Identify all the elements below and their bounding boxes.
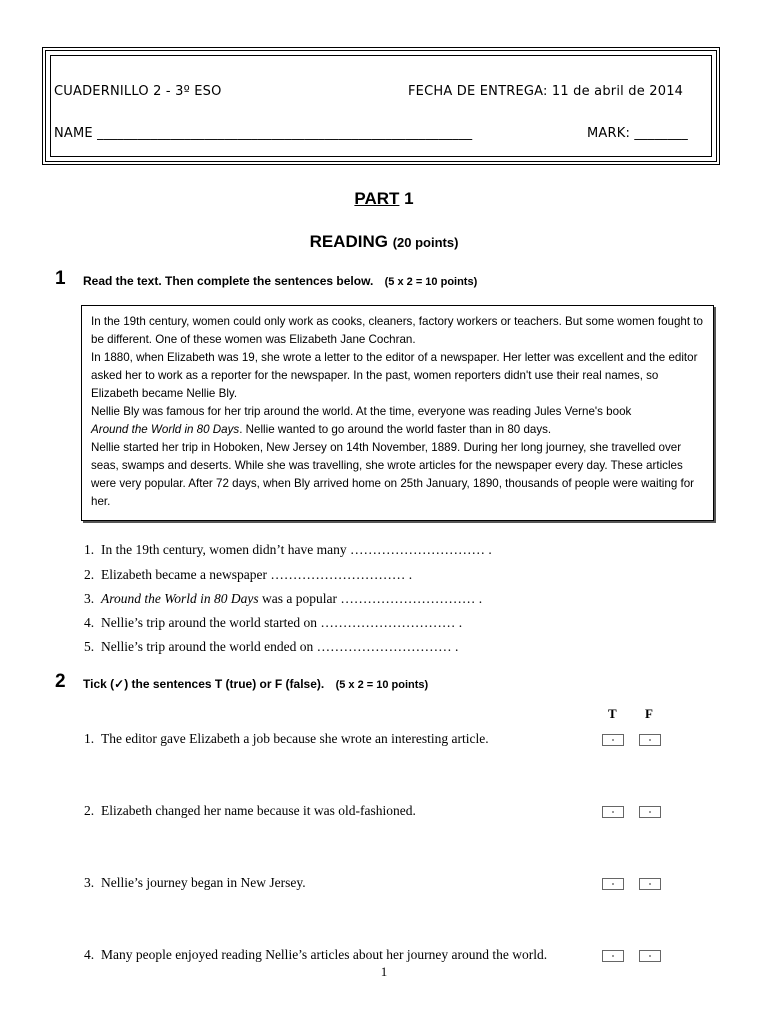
sentence-text: Nellie’s trip around the world started on [101,615,317,630]
tf-statement-4 [84,947,547,963]
part-title [0,189,768,209]
part-label: PART [354,189,400,208]
answer-blank[interactable]: ………………………… . [336,591,483,606]
course-label: CUADERNILLO 2 - 3º ESO [54,84,222,99]
sentence-text: Nellie’s trip around the world ended on [101,639,314,654]
reading-title [0,232,768,252]
book-title: Around the World in 80 Days [91,423,240,436]
column-false-header: F [645,706,653,721]
reading-points: (20 points) [392,235,459,250]
tf-statement-3 [84,875,306,891]
tf-statement-1 [84,731,489,747]
exercise-1-instruction-text: Read the text. Then complete the sentences below. [83,274,374,288]
sentence-number: 1. [84,542,95,557]
reading-passage [81,305,714,521]
passage-paragraph: Nellie started her trip in Hoboken, New Jersey on 14th November, 1889. During her long journey, she travelled over seas, swamps and deserts. While she was travelling, she wrote articles for the newspaper every day. These articles were very popular. After 72 days, when Bly arrived home on 25th January, 1890, thousands of people were waiting for her. [91,441,695,508]
completion-sentence-5 [84,639,458,655]
exercise-1-number: 1 [55,268,66,289]
answer-blank[interactable]: ………………………… . [346,542,492,557]
book-title: Around the World in 80 Days [101,591,259,606]
true-checkbox[interactable] [602,878,624,890]
true-checkbox[interactable] [602,734,624,746]
statement-text: Elizabeth changed her name because it was old-fashioned. [101,803,416,818]
sentence-text: Elizabeth became a newspaper [101,567,268,582]
statement-number: 2. [84,803,95,818]
name-field-line: NAME ________________________________________________________ [54,126,473,141]
completion-sentence-4 [84,615,462,631]
false-checkbox[interactable] [639,878,661,890]
statement-number: 3. [84,875,95,890]
false-checkbox[interactable] [639,806,661,818]
completion-sentence-1 [84,542,492,558]
completion-sentence-2 [84,567,412,583]
passage-paragraph: In 1880, when Elizabeth was 19, she wrote a letter to the editor of a newspaper. Her letter was excellent and the editor asked her to work as a reporter for the newspaper. In the past, women reporters didn't use their real names, so Elizabeth became Nellie Bly. [91,351,698,400]
statement-text: The editor gave Elizabeth a job because she wrote an interesting article. [101,731,489,746]
sentence-text: In the 19th century, women didn’t have many [101,542,347,557]
answer-blank[interactable]: ………………………… . [313,639,459,654]
passage-paragraph [91,403,704,439]
false-checkbox[interactable] [639,734,661,746]
instruction-text: Tick ( [83,677,115,691]
exercise-2-points: (5 x 2 = 10 points) [335,679,429,691]
header-box [42,47,720,165]
passage-text: . Nellie wanted to go around the world faster than in 80 days. [239,423,552,436]
statement-text: Nellie’s journey began in New Jersey. [101,875,306,890]
tf-statement-2 [84,803,416,819]
exercise-1-points: (5 x 2 = 10 points) [384,276,478,288]
statement-text: Many people enjoyed reading Nellie’s articles about her journey around the world. [101,947,548,962]
instruction-text: ) the sentences T (true) or F (false). [124,677,325,691]
completion-sentence-3 [84,591,482,607]
false-checkbox[interactable] [639,950,661,962]
sentence-number: 5. [84,639,95,654]
part-number: 1 [404,189,414,208]
exercise-2-instruction [83,677,428,691]
mark-field-line: MARK: ________ [587,126,688,141]
sentence-number: 4. [84,615,95,630]
sentence-number: 2. [84,567,95,582]
due-date: FECHA DE ENTREGA: 11 de abril de 2014 [408,84,684,99]
statement-number: 4. [84,947,95,962]
answer-blank[interactable]: ………………………… . [267,567,413,582]
column-true-header: T [608,706,617,721]
page-number: 1 [380,964,388,979]
exercise-1-instruction [83,274,477,288]
reading-label: READING [309,232,388,251]
true-checkbox[interactable] [602,950,624,962]
statement-number: 1. [84,731,95,746]
passage-paragraph: In the 19th century, women could only work as cooks, cleaners, factory workers or teachers. But some women fought to be different. One of these women was Elizabeth Jane Cochran. [91,315,703,346]
true-checkbox[interactable] [602,806,624,818]
sentence-number: 3. [84,591,95,606]
header-inner-border [50,55,712,157]
sentence-text: was a popular [258,591,337,606]
passage-text: Nellie Bly was famous for her trip around the world. At the time, everyone was reading Jules Verne's book [91,405,632,418]
answer-blank[interactable]: ………………………… . [316,615,463,630]
exercise-2-number: 2 [55,671,66,692]
checkmark-icon: ✓ [114,677,125,691]
